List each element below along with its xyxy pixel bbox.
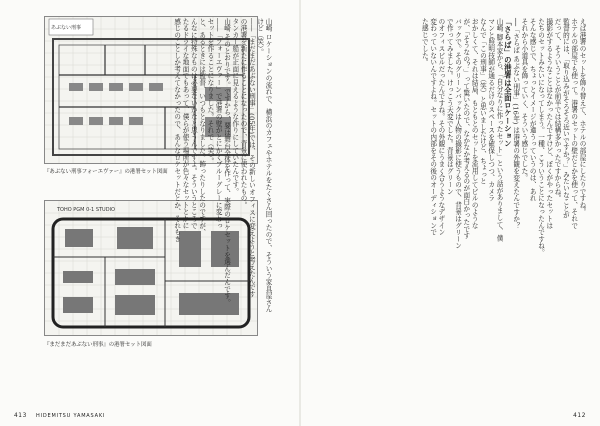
text-column: 撮影がするようなことはなかったんですけど、ぼくがやったセットは bbox=[544, 18, 553, 229]
text-column: 山崎 脚本家から、「自分なりに作ったセット」という話がありまして、僕 bbox=[495, 18, 504, 242]
text-column: それから小道具を飾っていく、そういう感じでした。 bbox=[519, 18, 528, 182]
text-column: マンと照明技師が通るだけのスペースを確保しつつ、カメラ bbox=[486, 18, 495, 202]
page-number-right: 412 bbox=[573, 413, 586, 419]
caption-bottom: 『まだまだあぶない刑事』の港署セット図面 bbox=[44, 342, 152, 348]
text-column: おかしくて、それは結局、もともとのセットを流用してビルのような bbox=[470, 18, 479, 229]
text-column: たちのセットみたいになってしまう。一種、こういうことになったんですね。 bbox=[536, 18, 545, 256]
text-column: タンカー船が正面に見えるような作りにしていたんです。 bbox=[230, 18, 239, 195]
right-page-text bbox=[300, 18, 586, 390]
text-column: の港署を新たに作ることになったので、背景に使われたもの。 bbox=[239, 18, 248, 209]
text-column: そんな感じで、ちょっとイメージが違うっていうのは、あれ bbox=[528, 18, 537, 202]
text-column: えば港署のセットを飾り替えて、ホテルの部屋にしたりですね。 bbox=[578, 18, 586, 216]
text-column: のオフィスビルだったんですね。その外観にうまく合うようなデザイン bbox=[436, 18, 445, 236]
text-column: んなに特殊なものは必要ないかなと思うんですよ。そういうところで bbox=[189, 18, 198, 229]
text-column: ――「フォーエヴァー」で港署の壁がとにかくブルーグレーに変わっ bbox=[214, 18, 223, 229]
text-column: と、あるときには監督、いつもとなりました。飾ったりしたのですが、 bbox=[197, 18, 206, 236]
text-column: なんで「この刑事」（笑）と思いましたけど、ちょっと bbox=[478, 18, 487, 185]
text-column: セットを作ることになりました。それで（笑）。 bbox=[205, 18, 214, 165]
text-column: 山崎 そのとおりです。ですから、要は舞台全体を作って、実際のロケセットを選んだんです。 bbox=[222, 18, 231, 306]
plan2-header: TOHO PGM 0-1 STUDIO bbox=[57, 207, 115, 213]
section-heading: 「さらば」の港署は全面ロケーション bbox=[503, 18, 513, 148]
page-number-left: 413 bbox=[14, 413, 27, 419]
text-column: けど（笑）。 bbox=[255, 18, 264, 56]
text-column: 山崎 ロケーションの流れで、横浜のカフェやホテルをたくさん回ったので、そういう家具屋さん bbox=[264, 18, 272, 313]
left-page-text bbox=[172, 18, 272, 390]
text-column: ホテルの部屋でも使って。港署のセットの壁だとかを使って、それで bbox=[569, 18, 578, 229]
text-column: 監督的には、「取り込みがそろそろ近いですか？」みたいなことが bbox=[561, 18, 570, 219]
text-column: 変わっていないんですよね。セットの内部をその後のオーディションで bbox=[428, 18, 437, 236]
text-column: バックで。そのグリーンバックは人物の撮影に使うもので、背景はグリーン bbox=[453, 18, 462, 250]
text-column: た感じでした。 bbox=[420, 18, 429, 66]
text-column: たるドライな地面でもあって、僕らが使う場所が色々なセットとかに bbox=[181, 18, 190, 229]
text-column: が、「そうなの？」って驚いたので、なかなか考えるのが面白かったです bbox=[461, 18, 470, 240]
running-head: HIDEMITSU YAMASAKI bbox=[36, 413, 106, 419]
text-column: ――「まだまだあぶない刑事」(05年)では、その新しいオフィスに変えようと考えたんです bbox=[247, 18, 256, 298]
text-column: 感じのことしか考えてなかったので、あんなロケセットだとか、それもき bbox=[172, 18, 181, 243]
text-column: だって、そういうことが前半では結構多かったですからね。 bbox=[553, 18, 562, 202]
text-column: で作ってみました。けっこう天変でした。背景はグリーン bbox=[445, 18, 454, 195]
caption-top: 『あぶない刑事フォーエヴァー』の港署セット図面 bbox=[44, 169, 168, 175]
text-column: ──「さらば あぶない刑事」(16年) は港署の外観を変えたんですか？ bbox=[511, 18, 520, 229]
plan1-header: あぶない刑事 bbox=[51, 25, 82, 31]
